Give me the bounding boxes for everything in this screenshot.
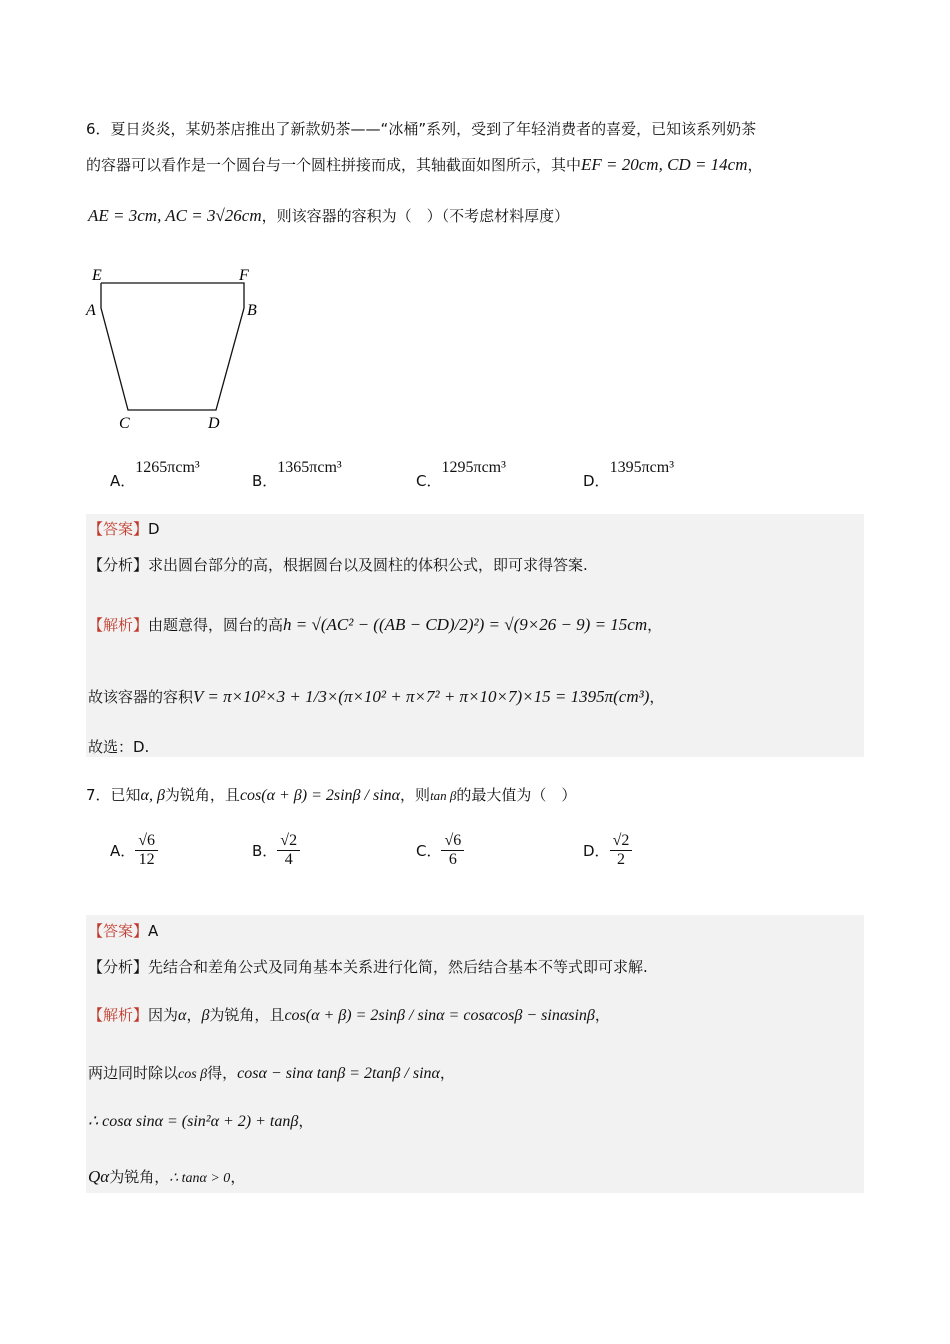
q6-line3	[88, 205, 569, 226]
q6-option-a: A．1265πcm³	[110, 459, 200, 490]
q7-expand-formula: cos(α + β) = 2sinβ / sinα = cosαcosβ − sinαsinβ	[284, 1007, 595, 1024]
q7-condition-formula: cos(α + β) = 2sinβ / sinα	[239, 787, 401, 804]
q6-line2-end: ，	[747, 156, 763, 174]
q6-option-c: C．1295πcm³	[416, 459, 506, 490]
q6-line3-text: ，则该容器的容积为（ ）（不考虑材料厚度）	[261, 207, 570, 225]
label-f: F	[239, 267, 249, 284]
q6-answer: 【答案】D	[88, 520, 160, 538]
q7-answer: 【答案】A	[88, 922, 159, 940]
q7-option-c: C． $\frac{√6}{6}$	[416, 832, 464, 869]
q7-divide-formula: cosα − sinα tanβ = 2tanβ / sinα	[237, 1065, 440, 1082]
q7-step3: ∴ cosα sinα = (sin²α + 2) + tanβ，	[88, 1112, 314, 1130]
q7-option-d: D． $\frac{√2}{2}$	[583, 832, 632, 869]
label-d: D	[208, 415, 220, 432]
q6-figure	[80, 258, 280, 438]
q6-answer-block	[86, 514, 864, 757]
q7-option-b: B． $\frac{√2}{4}$	[252, 832, 300, 869]
q6-line2	[86, 154, 763, 175]
q7-rearrange-formula: ∴ cosα sinα = (sin²α + 2) + tanβ	[88, 1113, 299, 1130]
label-b: B	[247, 302, 257, 319]
label-a: A	[86, 302, 96, 319]
q6-line1: 6．夏日炎炎，某奶茶店推出了新款奶茶——“冰桶”系列，受到了年轻消费者的喜爱，已知该系列奶茶	[86, 120, 757, 138]
q6-option-d: D．1395πcm³	[583, 459, 674, 490]
q6-volume: 故该容器的容积V = π×10²×3 + 1/3×(π×10² + π×7² + π×10×7)×15 = 1395π(cm³)，	[88, 687, 665, 706]
q6-line3-math: AE = 3cm, AC = 3√26cm	[88, 206, 262, 225]
trapezoid-shape	[101, 283, 244, 410]
q7-step4: Qα为锐角，∴ tanα > 0，	[88, 1167, 246, 1186]
q6-conclusion: 故选：D.	[88, 738, 150, 756]
q6-line2-math: EF = 20cm, CD = 14cm	[581, 155, 748, 174]
label-e: E	[92, 267, 102, 284]
q6-option-b: B．1365πcm³	[252, 459, 342, 490]
q7-line1: 7．已知α, β为锐角，且cos(α + β) = 2sinβ / sinα，则tan β的最大值为（ ）	[86, 786, 577, 804]
q6-solution: 【解析】由题意得，圆台的高h = √(AC² − ((AB − CD)/2)²) = √(9×26 − 9) = 15cm，	[88, 615, 663, 634]
q6-height-formula: h = √(AC² − ((AB − CD)/2)²) = √(9×26 − 9) = 15cm	[283, 615, 648, 634]
label-c: C	[119, 415, 130, 432]
q6-line2-text: 的容器可以看作是一个圆台与一个圆柱拼接而成，其轴截面如图所示，其中	[86, 156, 582, 174]
q6-analysis: 【分析】求出圆台部分的高，根据圆台以及圆柱的体积公式，即可求得答案.	[88, 556, 588, 574]
q7-analysis: 【分析】先结合和差角公式及同角基本关系进行化简，然后结合基本不等式即可求解.	[88, 958, 648, 976]
q7-step2: 两边同时除以cos β得，cosα − sinα tanβ = 2tanβ / sinα，	[88, 1064, 455, 1082]
q7-option-a: A． $\frac{√6}{12}$	[110, 832, 158, 869]
q6-volume-formula: V = π×10²×3 + 1/3×(π×10² + π×7² + π×10×7)×15 = 1395π(cm³)	[193, 687, 650, 706]
q7-solution: 【解析】因为α，β为锐角，且cos(α + β) = 2sinβ / sinα = cosαcosβ − sinαsinβ，	[88, 1006, 610, 1024]
